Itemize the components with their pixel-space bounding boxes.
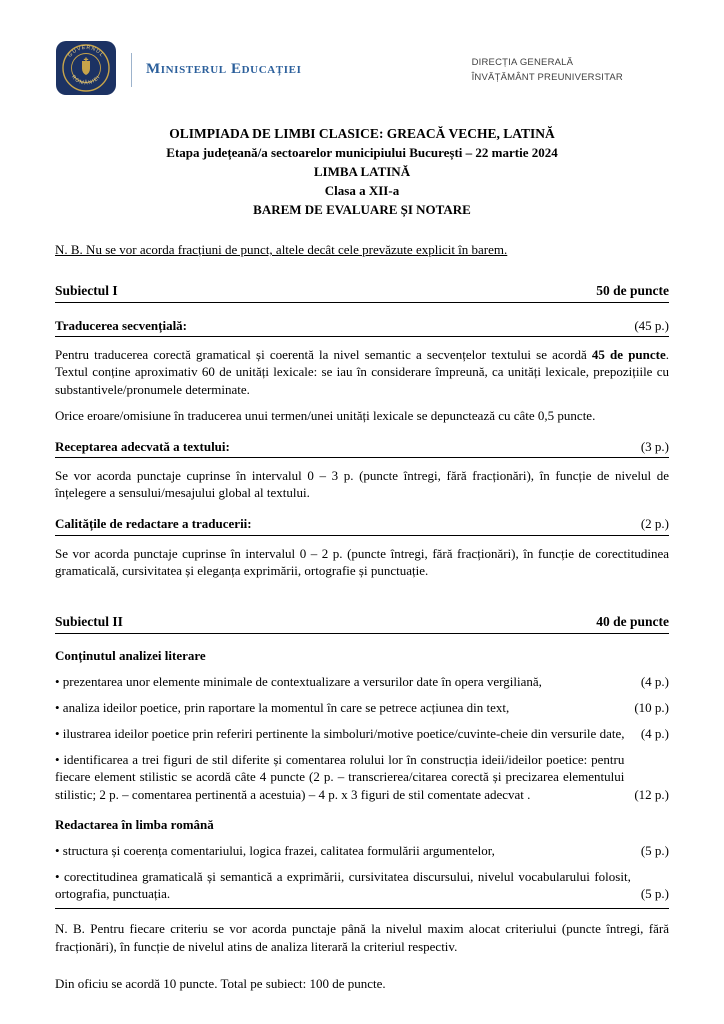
traducere-p1-post: . Textul conține aproximativ 60 de unități lexicale: se iau în considerare împreună, ca unități lexicale, prepozițiile cu substantivele/pronumele determinate.: [55, 347, 670, 397]
criterion-calitati-header: [55, 515, 669, 535]
criterion-receptare-header: [55, 438, 669, 458]
bullet-points: (4 p.): [640, 726, 669, 742]
bullet-item: [55, 868, 669, 909]
subject-line: LIMBA LATINĂ: [313, 164, 411, 180]
criterion-receptare-points: (3 p.): [640, 438, 669, 454]
class-line: Clasa a XII-a: [324, 183, 400, 199]
bullet-text: • ilustrarea ideilor poetice prin referiri pertinente la simboluri/motive poetice/cuvinte-cheie din versurile date,: [55, 726, 625, 742]
section-1-points: 50 de puncte: [596, 283, 669, 299]
bullet-text: • corectitudinea gramaticală și semantică a exprimării, cursivitatea discursului, nivelul vocabularului folosit, ortografia, punctuația.: [55, 869, 631, 902]
stage-line: Etapa județeană/a sectoarelor municipiului București – 22 martie 2024: [166, 145, 558, 161]
bullet-text: • identificarea a trei figuri de stil diferite și comentarea rolului lor în construcția ideii/ideilor poetice: pentru fiecare element stilistic se acordă câte 4 puncte (2 p. – transcrierea/citarea corectă și precizarea elementului stilistic; 2 p. – comentarea pertinentă a acestuia) – 4 p. x 3 figuri de stil comentate adecvat .: [55, 752, 625, 802]
subheading-redactare: Redactarea în limba română: [55, 816, 214, 832]
traducere-p1-pre: Pentru traducerea corectă gramatical și coerentă la nivel semantic a secvențelor textului se acordă: [55, 347, 592, 363]
criterion-traducere-label: Traducerea secvențială:: [55, 318, 188, 334]
bullet-text: • analiza ideilor poetice, prin raportare la momentul în care se petrece acțiunea din text,: [55, 699, 510, 715]
bullet-text: • structura și coerența comentariului, logica frazei, calitatea formulării argumentelor,: [55, 842, 495, 858]
nb-note-bottom: N. B. Pentru fiecare criteriu se vor acorda punctaje până la nivelul maxim alocat criteriului (puncte întregi, fără fracționări), în funcție de nivelul atins de analiza literară la criteriul respectiv.: [55, 921, 669, 954]
direction-block: [472, 55, 669, 85]
document-title: OLIMPIADA DE LIMBI CLASICE: GREACĂ VECHE, LATINĂ: [169, 126, 555, 142]
traducere-paragraph-2: Orice eroare/omisiune în traducerea unui termen/unei unități lexicale se depunctează cu câte 0,5 puncte.: [55, 407, 596, 423]
receptare-paragraph: Se vor acorda punctaje cuprinse în intervalul 0 – 3 p. (puncte întregi, fără fracționări), în funcție de nivelul de înțelegere a sensului/mesajului global al textului.: [55, 468, 669, 501]
logo-text-top: GUVERNUL: [67, 44, 105, 59]
criterion-traducere-points: (45 p.): [634, 318, 669, 334]
title-block: [55, 124, 669, 219]
total-points-line: Din oficiu se acordă 10 puncte. Total pe subiect: 100 de puncte.: [55, 975, 386, 991]
traducere-paragraph-1: [55, 346, 669, 397]
bullet-points: (5 p.): [640, 842, 669, 858]
bullet-item: [55, 751, 669, 802]
bullet-item: [55, 673, 669, 690]
traducere-p1-bold: 45 de puncte: [591, 347, 666, 363]
bullet-text: • prezentarea unor elemente minimale de contextualizare a versurilor date în opera vergiliană,: [55, 673, 542, 689]
guvernul-romaniei-logo: [55, 40, 117, 100]
criterion-traducere-header: [55, 317, 669, 337]
calitati-paragraph: Se vor acorda punctaje cuprinse în intervalul 0 – 2 p. (puncte întregi, fără fracționări), în funcție de corectitudinea gramaticală, cursivitatea și eleganța exprimării, ortografie și punctuație.: [55, 545, 669, 578]
logo-text-bottom: ROMÂNIEI: [69, 74, 103, 87]
criterion-calitati-points: (2 p.): [640, 516, 669, 532]
criterion-calitati-label: Calitățile de redactare a traducerii:: [55, 516, 252, 532]
bullet-points: (10 p.): [634, 699, 669, 715]
section-1-header: [55, 282, 669, 303]
subheading-continut: Conținutul analizei literare: [55, 647, 206, 663]
bullet-item: [55, 725, 669, 742]
section-2-title: Subiectul II: [55, 613, 123, 629]
criterion-receptare-label: Receptarea adecvată a textului:: [55, 438, 230, 454]
section-2-points: 40 de puncte: [596, 613, 669, 629]
barem-line: BAREM DE EVALUARE ȘI NOTARE: [253, 202, 471, 218]
bullet-points: (5 p.): [640, 886, 669, 902]
direction-line-1: DIRECȚIA GENERALĂ: [471, 56, 574, 68]
section-1-title: Subiectul I: [55, 283, 118, 299]
bullet-points: (4 p.): [640, 673, 669, 689]
bullet-item: [55, 842, 669, 859]
letterhead: [55, 40, 669, 100]
direction-line-2: ÎNVĂȚĂMÂNT PREUNIVERSITAR: [471, 72, 623, 84]
header-divider: [131, 53, 132, 87]
ministry-name: Ministerul Educației: [146, 61, 302, 78]
bullet-item: [55, 699, 669, 716]
section-2-header: [55, 613, 669, 634]
nb-note-top: N. B. Nu se vor acorda fracțiuni de punct, altele decât cele prevăzute explicit în barem.: [55, 242, 508, 258]
bullet-points: (12 p.): [634, 786, 669, 802]
